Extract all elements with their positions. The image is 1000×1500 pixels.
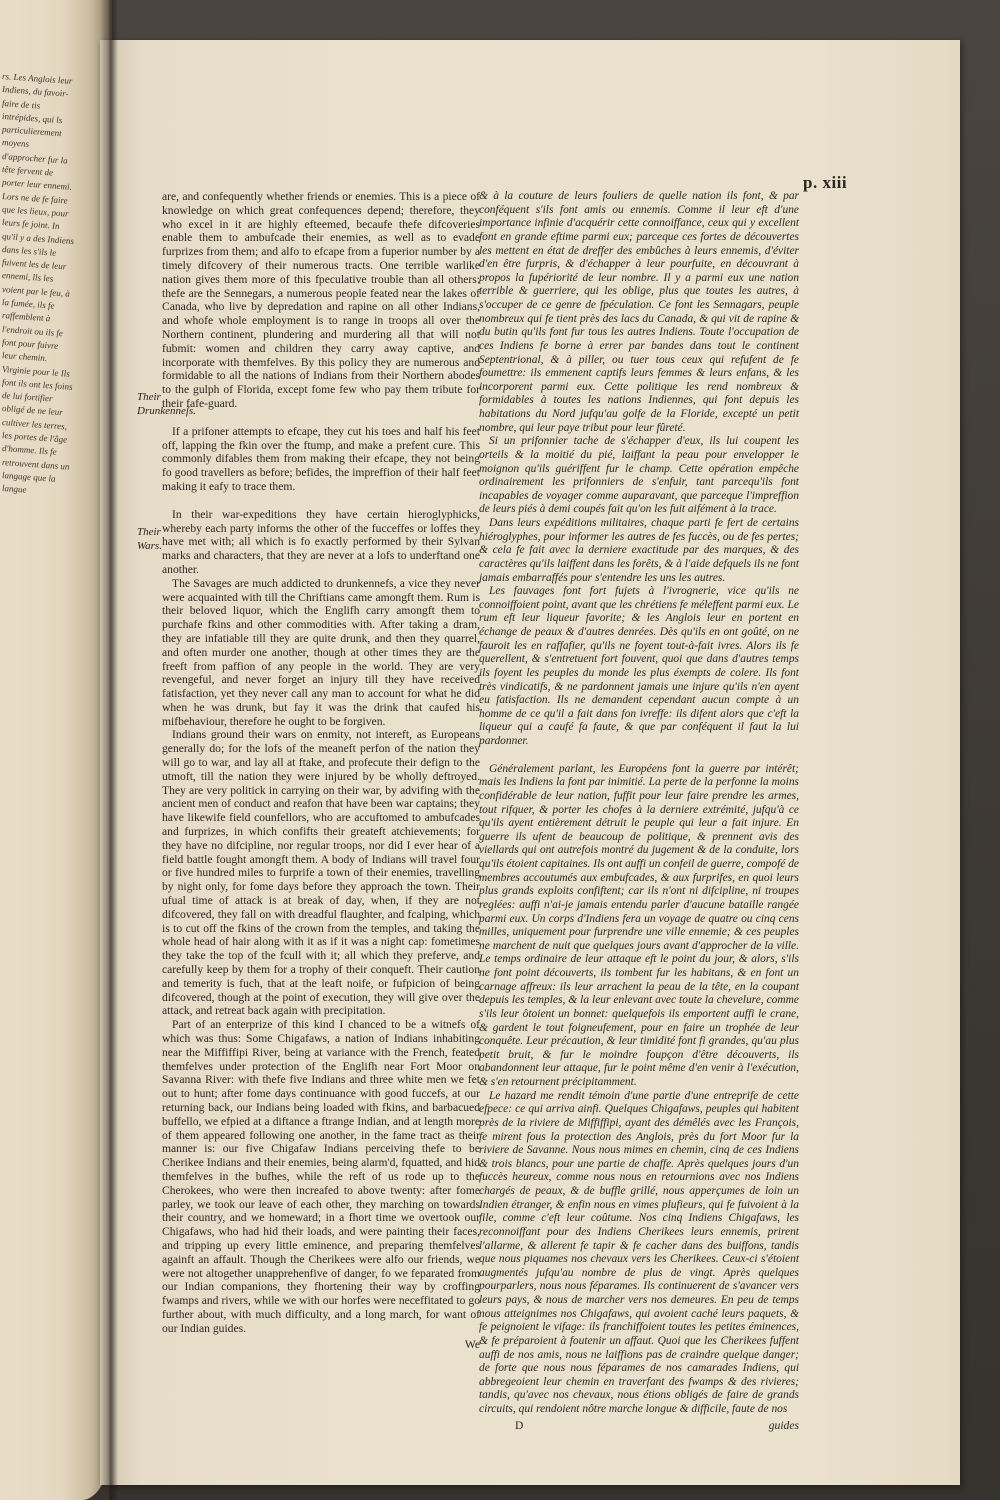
english-column (162, 190, 480, 1352)
page-number: p. xiii (803, 173, 848, 192)
english-paragraph: Part of an enterprize of this kind I chanced to be a witnefs of which was thus: Some Chigafaws, a nation of Indians inhabiting near the Miffiffipi River, being at variance with the French, feated themfelves under protection of the Englifh near Fort Moor on Savanna River: with thefe five Indians and three white men we fet out to hunt; after fome days continuance with good fuccefs, at our returning back, our Indians being loaded with fkins, and barbacued buffello, we efpied at a diftance a ftrange Indian, and at length more of them appeared following one another, in the fame tract as their manner is: our five Chigafaw Indians perceiving thefe to be Cherikee Indians and their enemies, being alarm'd, fquatted, and hid themfelves in the bufhes, while the reft of us rode up to the Cherokees, who were then increafed to above twenty: after fome parley, we took our leave of each other, they marching on towards their country, and we homeward; in a fhort time we overtook our Chigafaws, who had hid their loads, and were painting their faces, and tripping up every little eminence, and preparing themfelves againft an affault. Though the Cherikees were alfo our friends, we were not altogether unapprehenfive of danger, fo we feparated from our Indian companions, they fhortening their way by croffing fwamps and rivers, while we with our horfes were neceffitated to go further about, with much difficulty, and a long march, for want of our Indian guides. (162, 1018, 480, 1335)
english-paragraph: In their war-expeditions they have certain hieroglyphicks, whereby each party informs the other of the fucceffes or loffes they have met with; all which is fo exactly performed by their Sylvan marks and characters, that they are never at a lofs to underftand one another. (162, 507, 480, 576)
french-paragraph: Les fauvages font fort fujets à l'ivrognerie, vice qu'ils ne connoiffoient point, avant que les chrétiens fe méleffent parmi eux. Le rum eft leur liqueur favorite; & les Anglois leur en portent en échange de peaux & d'autres denrées. Dès qu'ils en ont goûté, on ne fauroit les en raffafier, qu'ils ne foyent tout-à-fait ivres. Alors ils fe querellent, & s'entretuent fort fouvent, quoi que dans d'autres temps ils foyent les peuples du monde les plus éxempts de colere. Ils font très vindicatifs, & ne pardonnent jamais une injure qu'ils n'en ayent eu fatisfaction. Ils ne demandent cependant aucun compte à un homme de ce qu'il a fait dans fon ivreffe: ils difent alors que c'eft la liqueur qui a caufé fa faute, & que par conféquent il faut la lui pardonner. (479, 585, 799, 747)
english-paragraph: The Savages are much addicted to drunkennefs, a vice they never were acquainted with till the Chriftians came amongft them. Rum is their beloved liquor, which the Englifh carry amongft them to purchafe fkins and other commodities with. After taking a dram, they are infatiable till they are quite drunk, and then they quarrel, and often murder one another, though at other times they are the freeft from paffion of any people in the world. They are very revengeful, and never forget an injury till they have received fatisfaction, yet they never call any man to account for what he did when he was drunk, but fay it was the drink that caufed his mifbehaviour, therefore he ought to be forgiven. (162, 576, 480, 728)
book-page (100, 40, 960, 1485)
french-catchword: guides (768, 1418, 799, 1432)
margin-note-wars: Their Wars. (137, 526, 162, 552)
french-footer (479, 1419, 799, 1433)
french-paragraph: & à la couture de leurs fouliers de quelle nation ils font, & par conféquent s'ils font amis ou ennemis. Comme il leur eft d'une importance infinie d'acquérir cette connoiffance, ceux qui y excellent font en grande eftime parmi eux; parceque ces fortes de découvertes les mettent en état de dreffer des embûches à leurs ennemis, d'éviter d'en être furpris, & d'échapper à leur pourfuite, en découvrant à propos la fupériorité de leur nombre. Il y a parmi eux une nation terrible & guerriere, qui les oblige, plus que toutes les autres, à s'occuper de ce genre de fpéculation. Ce font les Sennagars, peuple nombreux qui fe tient près des lacs du Canada, & qui vit de rapine & du butin qu'ils font fur tous les autres Indiens. Toute l'occupation de ces Indiens fe borne à errer par bandes dans tout le continent Septentrional, & à piller, ou tuer tous ceux qui refufent de fe foumettre: ils emmenent captifs leurs femmes & leurs enfans, & les incorporent parmi eux. Cette politique les rend nombreux & formidables à toutes les nations Indiennes, qui font depuis les habitations du Nord jufqu'au golfe de la Floride, excepté un petit nombre, qui leur paye tribut pour leur fûreté. (479, 190, 799, 434)
english-paragraph: are, and confequently whether friends or enemies. This is a piece of knowledge on which great confequences depend; therefore, they who excel in it are highly efteemed, becaufe thefe difcoveries enable them to ambufcade their enemies, as well as to evade furprizes from them; and alfo to efcape from a fuperior number by a timely difcovery of their numerous tracts. One terrible warlike nation gives them more of this fpeculative trouble than all others: thefe are the Sennegars, a numerous people feated near the lakes of Canada, who live by depredation and rapine on all other Indians, and whofe whole employment is to range in troops all over the Northern continent, plundering and murdering all that will not fubmit: women and children they carry away captive, and incorporate with themfelves. By this policy they are numerous and formidable to all the nations of Indians from their Northern abodes to the gulph of Florida, except fome few who pay them tribute for their fafe-guard. (162, 190, 480, 410)
book-gutter-shadow (100, 0, 118, 1500)
english-paragraph: Indians ground their wars on enmity, not intereft, as Europeans generally do; for the lofs of the meaneft perfon of the nation they will go to war, and lay all at ftake, and profecute their defign to the utmoft, till the nation they were injured by be wholly deftroyed. They are very politick in carrying on their war, by advifing with the ancient men of conduct and reafon that have been war captains; they have likewife field counfellors, who are accuftomed to ambufcades and furprizes, in which confifts their greateft atchievements; for they have no difcipline, nor regular troops, nor did I ever hear of a field battle fought amongft them. A body of Indians will travel four or five hundred miles to furprife a town of their enemies, travelling by night only, for fome days before they approach the town. Their ufual time of attack is at break of day, when, if they are not difcovered, they fall on with dreadful flaughter, and fcalping, which is to cut off the fkins of the crown from the temples, and taking the whole head of hair along with it as if it was a night cap: fometimes they take the top of the fcull with it; all which they preferve, and carefully keep by them for a trophy of their conqueft. Their caution and temerity is fuch, that at the leaft noife, or fufpicion of being difcovered, though at the point of execution, they will give over the attack, and retreat back again with precipitation. (162, 728, 480, 1018)
english-footer (162, 1338, 480, 1352)
french-column (479, 190, 799, 1433)
english-catchword: We (464, 1337, 480, 1351)
margin-note-drunkenness: Their Drunkenneſs. (137, 391, 196, 417)
french-paragraph: Le hazard me rendit témoin d'une partie d'une entreprife de cette efpece: ce qui arriva ainfi. Quelques Chigafaws, peuples qui habitent près de la riviere de Miffiffipi, ayant des démêlés avec les François, fe mirent fous la protection des Anglois, près du fort Moor fur la riviere de Savanne. Nous nous mimes en chemin, cinq de ces Indiens & trois blancs, pour une partie de chaffe. Après quelques jours d'un fuccès heureux, comme nous nous en retournions avec nos Indiens chargés de peaux, & de buffle grillé, nous apperçumes de loin un Indien étranger, & enfin nous en vimes plufieurs, qui fe fuivoient à la file, comme c'eft leur coûtume. Nos cinq Indiens Chigafaws, les reconnoiffant pour des Indiens Cherikees leurs ennemis, prirent l'allarme, & allerent fe tapir & fe cacher dans des buiffons, tandis que nous piquames nos chevaux vers les Cherikees. Ceux-ci s'étoient augmentés jufqu'au nombre de plus de vingt. Après quelques pourparlers, nous nous féparames. Ils continuerent de s'avancer vers leurs pays, & nous de marcher vers nos demeures. En peu de temps nous atteignimes nos Chigafaws, qui avoient caché leurs paquets, & fe peignoient le vifage: ils franchiffoient toutes les petites éminences, & fe préparoient à foutenir un affaut. Quoi que les Cherikees fuffent auffi de nos amis, nous ne laiffions pas de craindre quelque danger; de forte que nous nous féparames de nos camarades Indiens, qui abbregeoient leur chemin en traverfant des fwamps & des rivieres; tandis, qu'avec nos chevaux, nous étions obligés de faire de grands circuits, qui rendoient nôtre marche longue & difficile, faute de nos (479, 1089, 799, 1415)
signature-mark: D (515, 1418, 524, 1432)
french-paragraph: Si un prifonnier tache de s'échapper d'eux, ils lui coupent les orteils & la moitié du pié, laiffant la peau pour envelopper le moignon qu'ils guériffent fur le champ. Cette opération empêche ordinairement les prifonniers de s'enfuir, tant parcequ'ils font incapables de voyager comme auparavant, que parceque l'impreffion de leurs piés à demi coupés fait qu'on les fuit aifément à la trace. (479, 435, 799, 516)
french-paragraph: Dans leurs expéditions militaires, chaque parti fe fert de certains hiéroglyphes, pour informer les autres de fes fuccès, ou de fes pertes; & cela fe fait avec la derniere exactitude par des marques, & des caractères qu'ils laiffent dans les forêts, & à l'aide defquels ils ne font jamais embarraffés pour s'entendre les uns les autres. (479, 517, 799, 584)
english-paragraph: If a prifoner attempts to efcape, they cut his toes and half his feet off, lapping the fkin over the ftump, and make a prefent cure. This commonly difables them from making their efcape, they not being fo good travellers as before; befides, the impreffion of their half feet making it eafy to trace them. (162, 424, 480, 493)
french-paragraph: Généralement parlant, les Européens font la guerre par intérêt; mais les Indiens la font par inimitié. La perte de la perfonne la moins confidérable de leur nation, fuffit pour leur faire prendre les armes, tout rifquer, & porter les chofes à la derniere extrémité, jufqu'à ce qu'ils ayent entièrement détruit le peuple qui leur a fait injure. En guerre ils ufent de beaucoup de politique, & prennent avis des viellards qui ont autrefois montré du jugement & de la conduite, lors qu'ils étoient capitaines. Ils ont auffi un confeil de guerre, compofé de membres accoutumés aux embufcades, & aux furprifes, en quoi leurs plus grands exploits confiftent; car ils n'ont ni difcipline, ni troupes reglées: auffi n'ai-je jamais entendu parler d'aucune bataille rangée parmi eux. Un corps d'Indiens fera un voyage de quatre ou cinq cens milles, uniquement pour furprendre une ville ennemie; & ces peuples ne marchent de nuit que quelques jours avant d'approcher de la ville. Le temps ordinaire de leur attaque eft le point du jour, & alors, s'ils ne font point découverts, ils tombent fur les habitans, & en font un carnage affreux: ils leur arrachent la peau de la tête, en la coupant depuis les temples, & la leur enlevant avec toute la chevelure, comme s'ils leur ôtoient un bonnet: quelquefois ils emportent auffi le crane, & gardent le tout foigneufement, pour en faire un trophée de leur conquête. Leur précaution, & leur timidité font fi grandes, qu'au plus petit bruit, & fur le moindre foupçon d'être découverts, ils abandonnent leur attaque, fur le point même d'en venir à l'exécution, & s'en retournent précipitamment. (479, 762, 799, 1088)
left-facing-page (0, 0, 112, 1500)
left-page-text-fragment: rs. Les Anglois leur Indiens, du favoir-faire de tis intrépides, qui ls particulierement moyens d'approcher fur la tête fervent de porter leur ennemi. Lors ne de fe faire que les lieux, pour leurs fe joint. In qu'il y a des Indiens dans les s'ils le fuivent les de leur ennemi, lls les voient par le feu, à la fumée, ils fe raffemblent à l'endroit ou ils fe font pour fuivre leur chemin. Virginie pour le Ils font ils ont les foins de lui fortifier obligé de ne leur cultiver les terres, les portes de l'âge d'homme. Ils fe retrouvent dans un langage que la langue (2, 71, 74, 495)
